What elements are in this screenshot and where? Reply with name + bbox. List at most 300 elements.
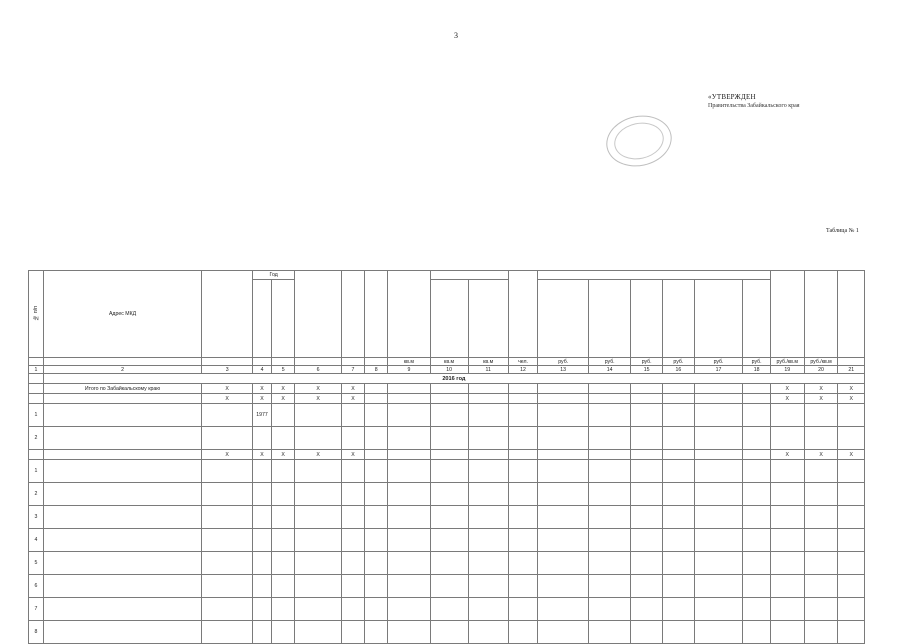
table-cell xyxy=(538,598,589,621)
unit-cell: руб./кв.м xyxy=(770,358,804,366)
table-cell xyxy=(694,394,743,404)
table-row xyxy=(29,621,865,644)
table-cell xyxy=(589,483,631,506)
row-label xyxy=(43,450,202,460)
table-cell xyxy=(272,552,295,575)
table-cell xyxy=(631,506,663,529)
table-cell xyxy=(508,598,538,621)
table-cell xyxy=(388,529,430,552)
table-cell: X xyxy=(804,394,838,404)
table-cell xyxy=(365,552,388,575)
table-cell xyxy=(663,460,695,483)
table-cell xyxy=(202,506,253,529)
table-cell xyxy=(589,575,631,598)
table-cell xyxy=(743,460,771,483)
table-cell xyxy=(538,427,589,450)
table-cell xyxy=(365,460,388,483)
table-cell xyxy=(770,529,804,552)
table-cell xyxy=(770,506,804,529)
column-number: 12 xyxy=(508,366,538,374)
table-cell xyxy=(468,598,508,621)
table-cell xyxy=(770,598,804,621)
table-cell xyxy=(468,450,508,460)
table-cell xyxy=(365,529,388,552)
col-label xyxy=(631,280,663,358)
column-number: 5 xyxy=(272,366,295,374)
col-label xyxy=(202,271,253,358)
table-cell xyxy=(202,575,253,598)
table-cell: X xyxy=(202,450,253,460)
column-number: 16 xyxy=(663,366,695,374)
unit-cell xyxy=(365,358,388,366)
column-number: 18 xyxy=(743,366,771,374)
table-cell xyxy=(663,483,695,506)
table-cell xyxy=(770,460,804,483)
unit-cell xyxy=(295,358,342,366)
table-row xyxy=(29,404,865,427)
col-label xyxy=(838,271,865,358)
table-body xyxy=(29,374,865,644)
column-number: 20 xyxy=(804,366,838,374)
table-cell xyxy=(341,483,364,506)
table-cell xyxy=(770,575,804,598)
table-cell xyxy=(631,450,663,460)
table-cell xyxy=(295,575,342,598)
unit-cell: руб. xyxy=(663,358,695,366)
table-cell xyxy=(253,598,272,621)
table-cell xyxy=(468,384,508,394)
table-cell xyxy=(589,427,631,450)
table-cell xyxy=(804,529,838,552)
row-number: 1 xyxy=(29,460,44,483)
table-cell xyxy=(694,506,743,529)
table-cell xyxy=(253,483,272,506)
table-cell xyxy=(388,404,430,427)
column-number: 21 xyxy=(838,366,865,374)
table-cell: X xyxy=(341,384,364,394)
table-cell xyxy=(743,506,771,529)
row-label xyxy=(43,427,202,450)
table-cell: X xyxy=(804,450,838,460)
table-cell: X xyxy=(295,450,342,460)
row-number: 4 xyxy=(29,529,44,552)
table-cell xyxy=(589,394,631,404)
table-cell xyxy=(538,552,589,575)
table-cell xyxy=(272,598,295,621)
table-cell xyxy=(468,575,508,598)
table-cell: X xyxy=(770,394,804,404)
table-cell xyxy=(388,621,430,644)
col-label xyxy=(430,280,468,358)
cost-group-header xyxy=(538,271,771,280)
row-number: 7 xyxy=(29,598,44,621)
table-cell xyxy=(430,394,468,404)
table-cell xyxy=(804,483,838,506)
table-label: Таблица № 1 xyxy=(826,228,859,234)
row-label xyxy=(43,394,202,404)
table-cell xyxy=(694,460,743,483)
unit-cell: руб. xyxy=(538,358,589,366)
unit-cell xyxy=(838,358,865,366)
table-cell xyxy=(295,460,342,483)
column-number: 9 xyxy=(388,366,430,374)
column-number: 2 xyxy=(43,366,202,374)
table-cell xyxy=(388,506,430,529)
col-label xyxy=(388,271,430,358)
table-cell xyxy=(253,552,272,575)
subtotal-row xyxy=(29,450,865,460)
row-number: 8 xyxy=(29,621,44,644)
table-cell xyxy=(202,460,253,483)
row-number xyxy=(29,384,44,394)
row-number: 1 xyxy=(29,404,44,427)
row-label xyxy=(43,460,202,483)
table-cell xyxy=(430,598,468,621)
table-cell xyxy=(631,483,663,506)
table-cell xyxy=(770,483,804,506)
approval-block xyxy=(708,93,800,111)
table-cell xyxy=(838,404,865,427)
col-label xyxy=(663,280,695,358)
col-label xyxy=(694,280,743,358)
table-cell xyxy=(538,450,589,460)
table-cell xyxy=(838,621,865,644)
table-cell xyxy=(838,483,865,506)
unit-cell: кв.м xyxy=(468,358,508,366)
table-cell: X xyxy=(253,384,272,394)
row-label xyxy=(43,552,202,575)
year-group-header: Год xyxy=(253,271,295,280)
table-cell xyxy=(743,404,771,427)
table-cell xyxy=(508,575,538,598)
table-header xyxy=(29,271,865,374)
table-cell xyxy=(341,621,364,644)
table-row xyxy=(29,460,865,483)
table-cell xyxy=(838,575,865,598)
column-number-row xyxy=(29,366,865,374)
column-number: 7 xyxy=(341,366,364,374)
col-label: № п/п xyxy=(29,271,44,358)
table-cell xyxy=(589,460,631,483)
table-cell xyxy=(388,575,430,598)
table-cell xyxy=(804,552,838,575)
table-cell xyxy=(631,384,663,394)
table-cell xyxy=(468,404,508,427)
table-cell xyxy=(430,575,468,598)
table-cell xyxy=(663,450,695,460)
table-cell xyxy=(388,460,430,483)
official-stamp xyxy=(602,110,677,173)
table-cell xyxy=(589,552,631,575)
table-cell xyxy=(743,450,771,460)
table-cell xyxy=(631,460,663,483)
table-cell xyxy=(365,450,388,460)
table-cell xyxy=(253,506,272,529)
col-label xyxy=(272,280,295,358)
col-label xyxy=(804,271,838,358)
table-cell xyxy=(589,404,631,427)
table-cell xyxy=(295,404,342,427)
table-cell xyxy=(694,621,743,644)
table-cell xyxy=(468,529,508,552)
table-cell xyxy=(589,598,631,621)
table-cell xyxy=(468,552,508,575)
table-cell xyxy=(365,506,388,529)
table-cell xyxy=(589,450,631,460)
approval-title: «УТВЕРЖДЕН xyxy=(708,93,756,101)
table-cell xyxy=(388,384,430,394)
table-cell xyxy=(538,483,589,506)
col-label xyxy=(295,271,342,358)
unit-cell: руб. xyxy=(631,358,663,366)
table-cell xyxy=(468,621,508,644)
table-cell xyxy=(838,598,865,621)
table-cell xyxy=(365,394,388,404)
table-cell xyxy=(295,529,342,552)
table-cell xyxy=(508,552,538,575)
table-cell xyxy=(804,404,838,427)
table-cell xyxy=(202,483,253,506)
table-cell xyxy=(341,598,364,621)
table-cell xyxy=(365,427,388,450)
table-cell xyxy=(295,598,342,621)
table-cell xyxy=(694,450,743,460)
table-cell xyxy=(202,404,253,427)
table-cell xyxy=(430,460,468,483)
table-cell xyxy=(589,621,631,644)
table-cell: X xyxy=(838,394,865,404)
table-cell xyxy=(468,460,508,483)
subtotal-row xyxy=(29,394,865,404)
column-number: 17 xyxy=(694,366,743,374)
table-row xyxy=(29,552,865,575)
table-cell: X xyxy=(253,450,272,460)
table-cell xyxy=(295,506,342,529)
table-cell xyxy=(743,621,771,644)
column-number: 19 xyxy=(770,366,804,374)
table-cell xyxy=(838,427,865,450)
unit-cell: руб. xyxy=(694,358,743,366)
subtotal-row xyxy=(29,384,865,394)
table-row xyxy=(29,575,865,598)
table-cell xyxy=(388,552,430,575)
table-cell xyxy=(508,404,538,427)
table-cell xyxy=(468,394,508,404)
unit-cell: руб. xyxy=(743,358,771,366)
table-cell xyxy=(253,575,272,598)
table-cell xyxy=(694,529,743,552)
table-cell xyxy=(253,427,272,450)
table-cell xyxy=(770,621,804,644)
table-cell xyxy=(202,621,253,644)
column-number: 11 xyxy=(468,366,508,374)
page-number: 3 xyxy=(454,31,458,40)
table-cell xyxy=(804,506,838,529)
table-cell xyxy=(341,506,364,529)
table-cell xyxy=(468,506,508,529)
row-number xyxy=(29,394,44,404)
table-row xyxy=(29,598,865,621)
unit-cell xyxy=(29,358,44,366)
col-label: Адрес МКД xyxy=(43,271,202,358)
table-cell: 1977 xyxy=(253,404,272,427)
table-cell xyxy=(631,552,663,575)
unit-cell xyxy=(202,358,253,366)
table-cell xyxy=(538,384,589,394)
row-number: 2 xyxy=(29,483,44,506)
col-label xyxy=(341,271,364,358)
table-cell: X xyxy=(838,450,865,460)
table-cell xyxy=(538,621,589,644)
table-cell xyxy=(430,529,468,552)
table-cell xyxy=(838,506,865,529)
table-cell xyxy=(272,483,295,506)
col-label xyxy=(365,271,388,358)
unit-cell: руб./кв.м xyxy=(804,358,838,366)
table-cell xyxy=(663,598,695,621)
table-cell xyxy=(341,427,364,450)
table-cell: X xyxy=(770,450,804,460)
table-cell xyxy=(272,575,295,598)
table-cell xyxy=(430,384,468,394)
table-cell xyxy=(388,450,430,460)
table-row xyxy=(29,506,865,529)
table-row xyxy=(29,529,865,552)
unit-cell xyxy=(253,358,272,366)
table-cell xyxy=(430,483,468,506)
table-cell: X xyxy=(272,394,295,404)
table-cell xyxy=(804,460,838,483)
table-cell xyxy=(295,483,342,506)
area-group-header xyxy=(430,271,508,280)
table-cell xyxy=(743,427,771,450)
year-label: 2016 год xyxy=(43,374,864,384)
table-cell xyxy=(272,404,295,427)
approval-line: Правительства Забайкальского края xyxy=(708,103,800,109)
column-number: 4 xyxy=(253,366,272,374)
table-cell xyxy=(804,427,838,450)
table-cell xyxy=(202,598,253,621)
table-cell xyxy=(631,404,663,427)
col-label xyxy=(253,280,272,358)
table-cell: X xyxy=(272,384,295,394)
table-cell xyxy=(341,552,364,575)
table-cell: X xyxy=(202,384,253,394)
table-row xyxy=(29,427,865,450)
table-cell xyxy=(538,394,589,404)
table-cell xyxy=(631,575,663,598)
table-cell: X xyxy=(341,450,364,460)
col-label xyxy=(538,280,589,358)
table-cell xyxy=(430,506,468,529)
table-cell: X xyxy=(341,394,364,404)
table-cell xyxy=(388,483,430,506)
table-cell xyxy=(468,483,508,506)
table-cell xyxy=(743,483,771,506)
table-cell xyxy=(663,404,695,427)
units-row xyxy=(29,358,865,366)
table-cell xyxy=(508,483,538,506)
table-cell xyxy=(743,394,771,404)
column-number: 1 xyxy=(29,366,44,374)
table-cell: X xyxy=(804,384,838,394)
col-label xyxy=(589,280,631,358)
table-cell xyxy=(694,404,743,427)
table-cell xyxy=(388,394,430,404)
col-label xyxy=(743,280,771,358)
table-cell xyxy=(743,598,771,621)
table-cell xyxy=(295,552,342,575)
row-label xyxy=(43,621,202,644)
table-cell xyxy=(508,384,538,394)
row-number: 6 xyxy=(29,575,44,598)
table-cell xyxy=(694,575,743,598)
table-cell xyxy=(694,427,743,450)
table-cell xyxy=(430,404,468,427)
table-cell xyxy=(365,483,388,506)
unit-cell xyxy=(272,358,295,366)
table-cell xyxy=(388,598,430,621)
table-cell xyxy=(538,529,589,552)
table-cell xyxy=(663,394,695,404)
unit-cell xyxy=(341,358,364,366)
unit-cell: кв.м xyxy=(430,358,468,366)
table-cell xyxy=(508,450,538,460)
table-cell xyxy=(838,460,865,483)
table-cell xyxy=(202,552,253,575)
table-cell xyxy=(341,529,364,552)
table-cell xyxy=(631,427,663,450)
table-cell xyxy=(743,529,771,552)
table-cell xyxy=(663,529,695,552)
table-cell xyxy=(631,394,663,404)
table-cell xyxy=(538,460,589,483)
table-cell xyxy=(295,621,342,644)
table-cell xyxy=(508,427,538,450)
table-cell xyxy=(838,552,865,575)
table-cell xyxy=(838,529,865,552)
table-cell: X xyxy=(295,394,342,404)
table-cell xyxy=(663,506,695,529)
register-table xyxy=(28,270,865,644)
column-number: 14 xyxy=(589,366,631,374)
table-cell xyxy=(538,404,589,427)
table-cell xyxy=(365,621,388,644)
table-cell xyxy=(694,552,743,575)
table-cell xyxy=(508,460,538,483)
table-cell xyxy=(663,575,695,598)
year-row-spacer xyxy=(29,374,44,384)
table-cell xyxy=(589,384,631,394)
table-cell xyxy=(804,575,838,598)
row-label xyxy=(43,529,202,552)
table-cell xyxy=(508,506,538,529)
table-cell xyxy=(631,621,663,644)
table-cell xyxy=(202,529,253,552)
table-cell xyxy=(365,598,388,621)
table-cell xyxy=(743,575,771,598)
row-label: Итого по Забайкальскому краю xyxy=(43,384,202,394)
table-cell xyxy=(272,506,295,529)
column-number: 10 xyxy=(430,366,468,374)
table-cell xyxy=(365,384,388,394)
table-cell xyxy=(272,621,295,644)
table-cell xyxy=(253,621,272,644)
row-number: 5 xyxy=(29,552,44,575)
col-label xyxy=(508,271,538,358)
table-cell: X xyxy=(838,384,865,394)
table-cell xyxy=(272,529,295,552)
